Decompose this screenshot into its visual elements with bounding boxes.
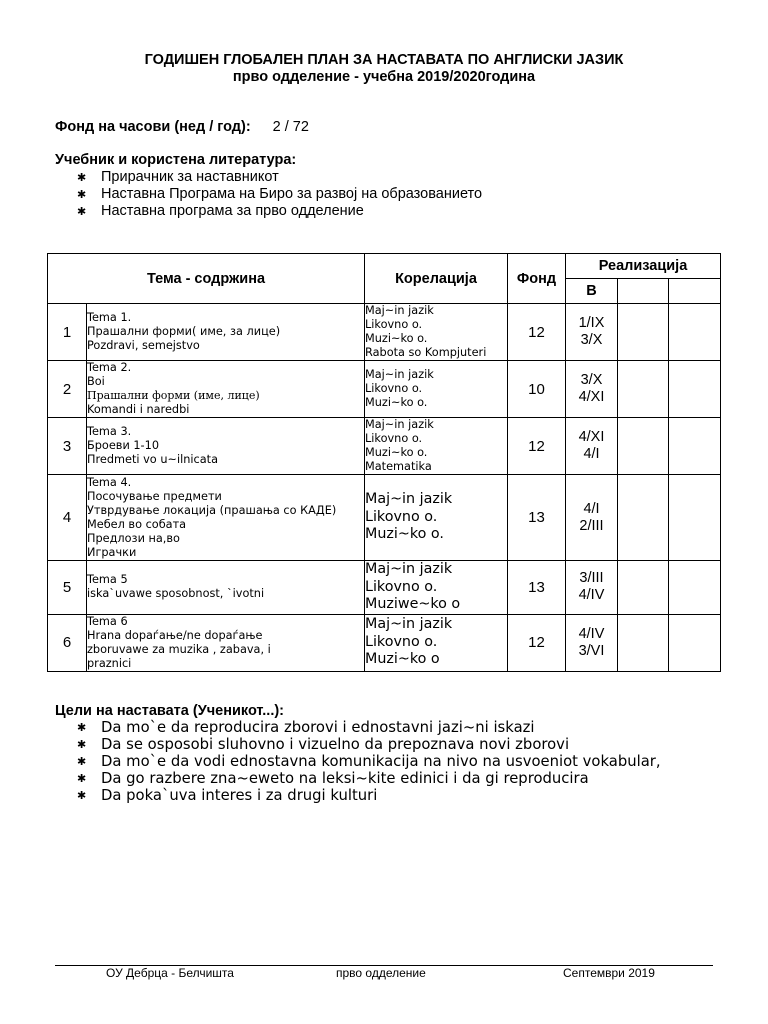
goals-heading: Цели на наставата (Ученикот...): <box>55 703 285 719</box>
list-item: ✱ Da mo`e da reproducira zborovi i ednostavni jazi~ni iskazi <box>77 719 535 736</box>
list-item: ✱ Da se osposobi sluhovno i vizuelno da prepoznava novi zborovi <box>77 736 570 753</box>
row-tema: Tema 2. Boi Прашални форми (име, лице) Komandi i naredbi <box>87 361 365 418</box>
header-empty <box>669 279 721 304</box>
row-fond: 12 <box>508 614 566 671</box>
row-number: 1 <box>48 304 87 361</box>
asterisk-bullet-icon: ✱ <box>77 188 87 201</box>
row-korelacija: Maj~in jazik Likovno o. Muzi~ko o. <box>365 361 508 418</box>
table-row <box>48 561 721 615</box>
row-korelacija: Maj~in jazik Likovno o. Muzi~ko o. <box>365 475 508 561</box>
row-korelacija: Maj~in jazik Likovno o. Muziwe~ko o <box>365 561 508 615</box>
row-fond: 10 <box>508 361 566 418</box>
hours-fund <box>55 119 309 135</box>
document-subtitle: прво одделение - учебна 2019/2020година <box>232 69 536 85</box>
list-item: ✱ Da mo`e da vodi ednostavna komunikacija na nivo na usvoeniot vokabular, <box>77 753 661 770</box>
table-row <box>48 361 721 418</box>
table-row <box>48 418 721 475</box>
row-realizacija: 3/X 4/XI <box>566 361 618 418</box>
row-tema: Tema 1. Прашални форми( име, за лице) Pozdravi, semejstvo <box>87 304 365 361</box>
literature-list <box>55 169 482 220</box>
asterisk-bullet-icon: ✱ <box>77 171 87 184</box>
header-fond: Фонд <box>508 254 566 304</box>
hours-fund-label: Фонд на часови (нед / год): <box>55 119 251 135</box>
table-row <box>48 475 721 561</box>
list-item: ✱ Прирачник за наставникот <box>77 169 279 185</box>
row-number: 5 <box>48 561 87 615</box>
row-number: 2 <box>48 361 87 418</box>
row-korelacija: Maj~in jazik Likovno o. Muzi~ko o. Rabota so Kompjuteri <box>365 304 508 361</box>
list-item: ✱ Da go razbere zna~eweto na leksi~kite edinici i da gi reproducira <box>77 770 589 787</box>
header-tema: Тема - содржина <box>48 254 365 304</box>
document-title: ГОДИШЕН ГЛОБАЛЕН ПЛАН ЗА НАСТАВАТА ПО АНГЛИСКИ ЈАЗИК <box>144 52 624 68</box>
row-fond: 12 <box>508 418 566 475</box>
header-korelacija: Корелација <box>365 254 508 304</box>
literature-heading: Учебник и користена литература: <box>55 152 297 168</box>
row-realizacija: 3/III 4/IV <box>566 561 618 615</box>
goals-list <box>55 719 661 804</box>
asterisk-bullet-icon: ✱ <box>77 755 87 768</box>
row-korelacija: Maj~in jazik Likovno o. Muzi~ko o. Matematika <box>365 418 508 475</box>
asterisk-bullet-icon: ✱ <box>77 738 87 751</box>
row-number: 4 <box>48 475 87 561</box>
row-tema: Tema 3. Броеви 1-10 Пredmeti vo u~ilnicata <box>87 418 365 475</box>
header-realizacija: Реализација <box>566 254 721 279</box>
row-tema: Tema 6 Hrana dopaѓање/ne dopaѓање zboruvawe za muzika , zabava, i praznici <box>87 614 365 671</box>
header-v: В <box>566 279 618 304</box>
hours-fund-value: 2 / 72 <box>272 119 309 135</box>
list-item: ✱ Наставна Програма на Биро за развој на образованието <box>77 186 483 202</box>
asterisk-bullet-icon: ✱ <box>77 721 87 734</box>
row-korelacija: Maj~in jazik Likovno o. Muzi~ko o <box>365 614 508 671</box>
asterisk-bullet-icon: ✱ <box>77 205 87 218</box>
list-item: ✱ Da poka`uva interes i za drugi kulturi <box>77 787 378 804</box>
row-realizacija: 4/I 2/III <box>566 475 618 561</box>
row-number: 6 <box>48 614 87 671</box>
footer-date: Септември 2019 <box>563 966 655 980</box>
row-realizacija: 4/IV 3/VI <box>566 614 618 671</box>
row-realizacija: 4/XI 4/I <box>566 418 618 475</box>
list-item: ✱ Наставна програма за прво одделение <box>77 203 364 219</box>
row-tema: Tema 5 iska`uvawe sposobnost, `ivotni <box>87 561 365 615</box>
table-row <box>48 304 721 361</box>
row-number: 3 <box>48 418 87 475</box>
table-row <box>48 614 721 671</box>
header-empty <box>618 279 669 304</box>
row-tema: Tema 4. Посочување предмети Утврдување локација (прашања со КАДЕ) Мебел во собата Предлози на,во Играчки <box>87 475 365 561</box>
footer-grade: прво одделение <box>336 966 426 980</box>
row-realizacija: 1/IX 3/X <box>566 304 618 361</box>
footer-school: ОУ Дебрца - Белчишта <box>106 966 234 980</box>
row-fond: 13 <box>508 561 566 615</box>
asterisk-bullet-icon: ✱ <box>77 789 87 802</box>
row-fond: 13 <box>508 475 566 561</box>
row-fond: 12 <box>508 304 566 361</box>
asterisk-bullet-icon: ✱ <box>77 772 87 785</box>
plan-table <box>47 253 721 672</box>
